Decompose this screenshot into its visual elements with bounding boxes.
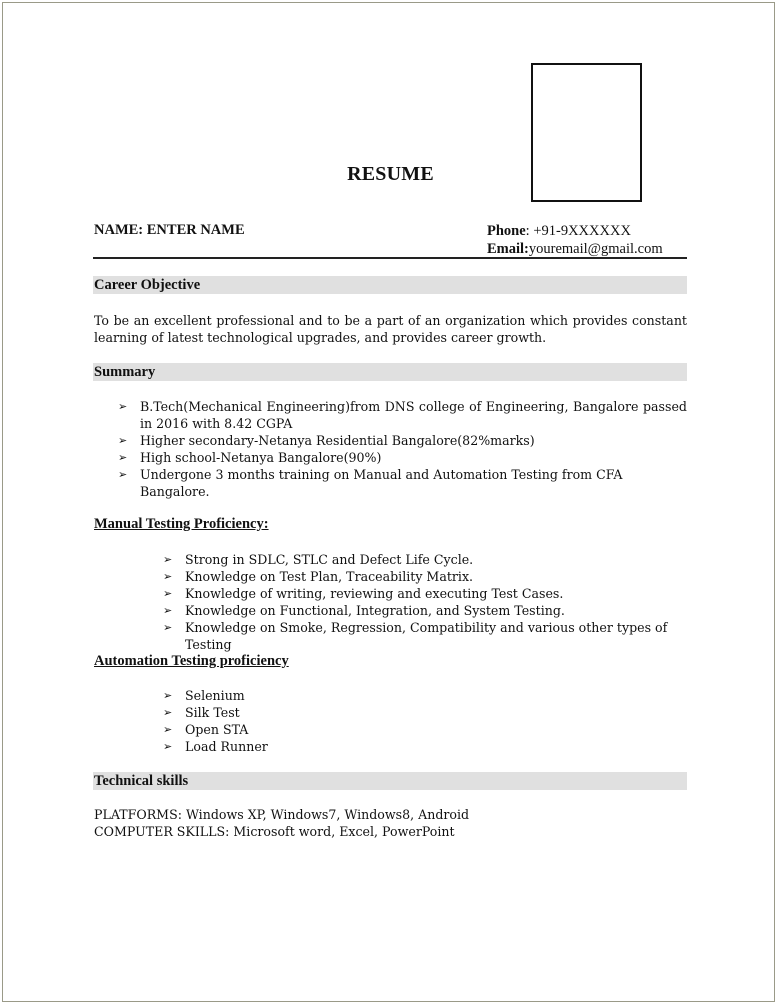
automation-testing-list: [163, 687, 485, 755]
platforms-line: PLATFORMS: Windows XP, Windows7, Windows8, Android: [94, 807, 470, 822]
arrow-bullet-icon: ➢: [163, 621, 173, 634]
list-item: ➢ Load Runner: [163, 739, 268, 754]
arrow-bullet-icon: ➢: [163, 706, 173, 719]
automation-testing-heading: Automation Testing proficiency: [94, 653, 289, 669]
career-objective-heading: Career Objective: [93, 276, 687, 294]
name-line: NAME: ENTER NAME: [94, 222, 245, 238]
email-value: youremail@gmail.com: [528, 241, 663, 257]
arrow-bullet-icon: ➢: [118, 400, 128, 413]
list-item: ➢ Open STA: [163, 722, 249, 737]
list-item: ➢ Silk Test: [163, 705, 240, 720]
arrow-bullet-icon: ➢: [163, 570, 173, 583]
manual-testing-list: [163, 551, 685, 653]
phone-label: Phone: [487, 223, 526, 239]
list-item: ➢ Higher secondary-Netanya Residential Bangalore(82%marks): [118, 433, 535, 448]
page-frame: [2, 2, 775, 1002]
manual-testing-heading: Manual Testing Proficiency:: [94, 516, 269, 532]
list-item: ➢ Undergone 3 months training on Manual and Automation Testing from CFA Bangalore.: [118, 467, 623, 499]
arrow-bullet-icon: ➢: [163, 553, 173, 566]
phone-line: [487, 222, 663, 240]
list-item: ➢ B.Tech(Mechanical Engineering)from DNS college of Engineering, Bangalore passed in 2016 with 8.42 CGPA: [118, 399, 687, 431]
arrow-bullet-icon: ➢: [118, 451, 128, 464]
arrow-bullet-icon: ➢: [163, 740, 173, 753]
phone-value: : +91-9XXXXXX: [525, 223, 631, 239]
header-divider: [93, 257, 687, 259]
email-line: [487, 240, 663, 258]
computer-skills-line: COMPUTER SKILLS: Microsoft word, Excel, PowerPoint: [94, 824, 455, 839]
arrow-bullet-icon: ➢: [163, 604, 173, 617]
summary-list: [118, 398, 687, 500]
resume-title: RESUME: [347, 163, 434, 185]
email-label: Email:: [487, 241, 529, 257]
list-item: ➢ Knowledge on Test Plan, Traceability Matrix.: [163, 569, 474, 584]
arrow-bullet-icon: ➢: [163, 587, 173, 600]
summary-heading: Summary: [93, 363, 687, 381]
career-objective-text: To be an excellent professional and to be a part of an organization which provides constant learning of latest technological upgrades, and provides career growth.: [94, 313, 687, 345]
list-item: ➢ Knowledge of writing, reviewing and executing Test Cases.: [163, 586, 564, 601]
arrow-bullet-icon: ➢: [163, 689, 173, 702]
list-item: ➢ Knowledge on Smoke, Regression, Compatibility and various other types of Testing: [163, 620, 668, 652]
arrow-bullet-icon: ➢: [118, 468, 128, 481]
technical-skills-heading: Technical skills: [93, 772, 687, 790]
arrow-bullet-icon: ➢: [118, 434, 128, 447]
list-item: ➢ Strong in SDLC, STLC and Defect Life Cycle.: [163, 552, 474, 567]
list-item: ➢ High school-Netanya Bangalore(90%): [118, 450, 382, 465]
arrow-bullet-icon: ➢: [163, 723, 173, 736]
list-item: ➢ Selenium: [163, 688, 245, 703]
contact-block: [487, 222, 663, 258]
list-item: ➢ Knowledge on Functional, Integration, and System Testing.: [163, 603, 565, 618]
